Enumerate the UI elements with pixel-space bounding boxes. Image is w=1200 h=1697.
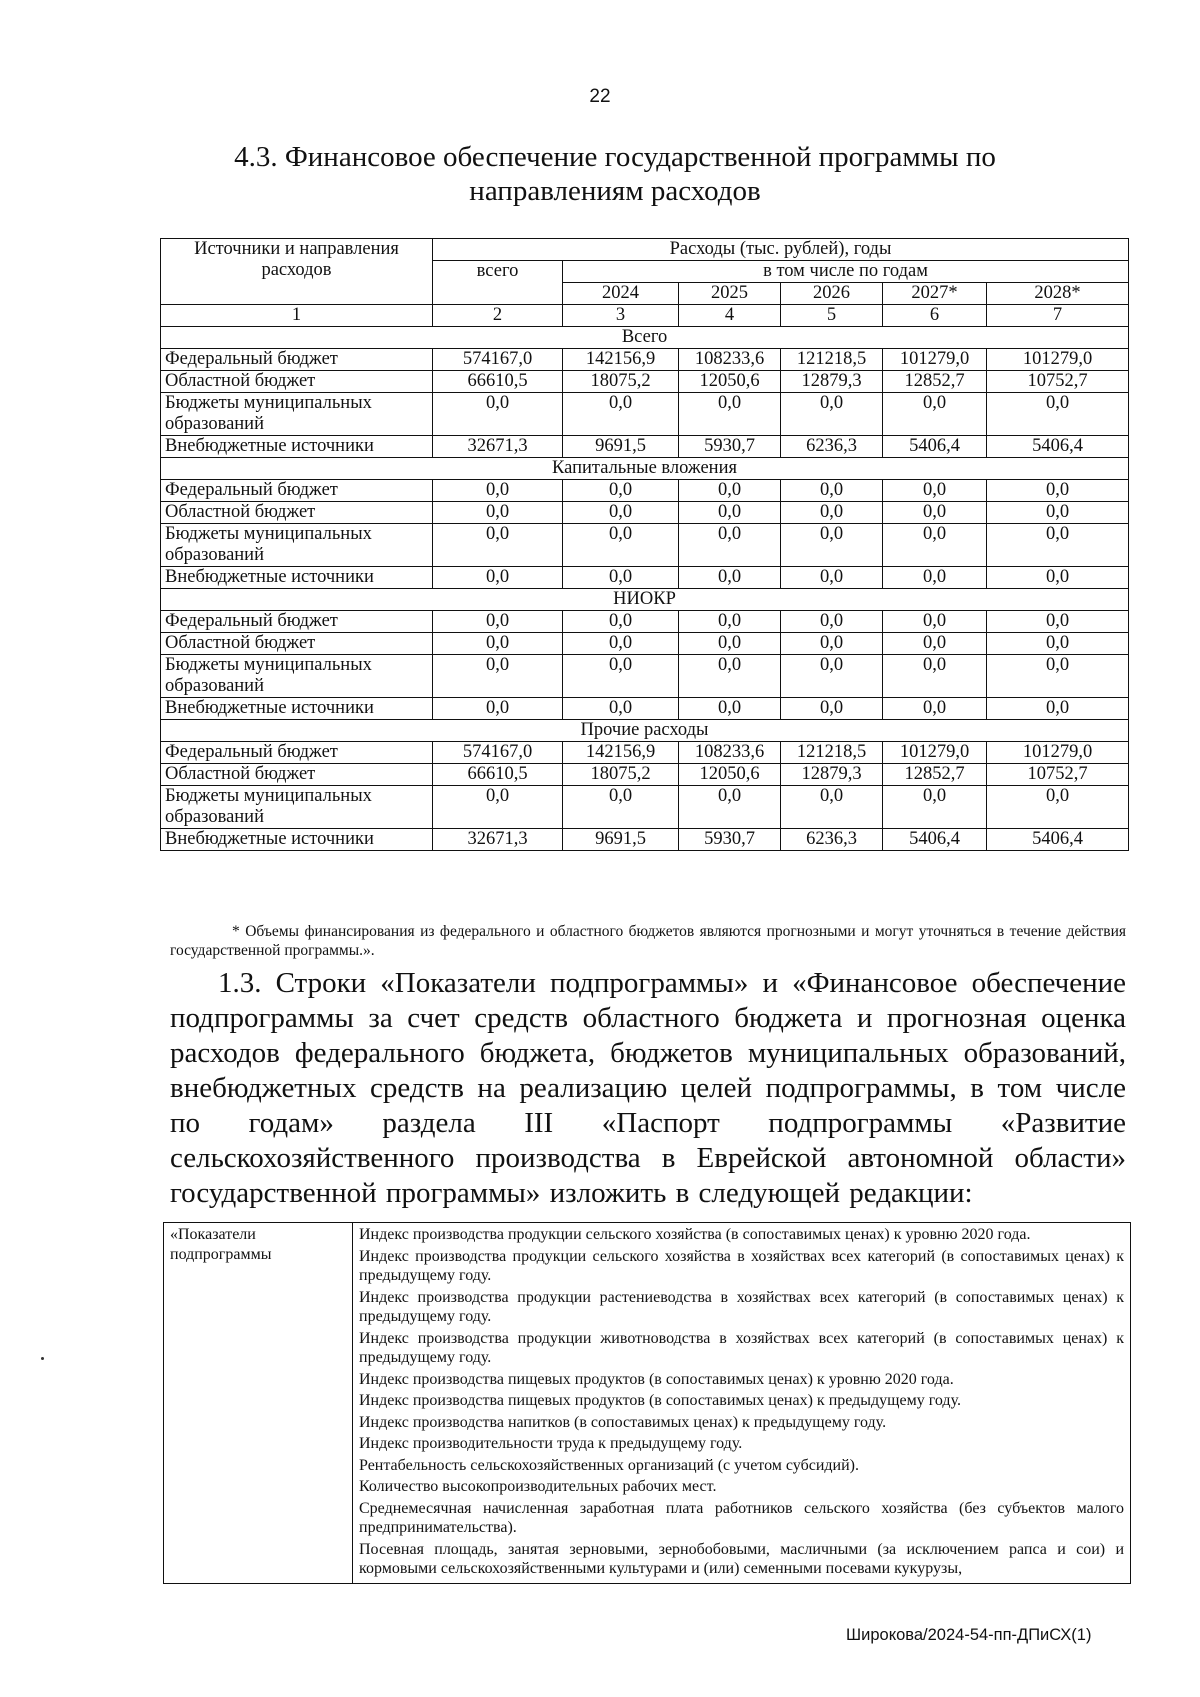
row-value: 0,0 bbox=[433, 567, 563, 589]
body-paragraph: 1.3. Строки «Показатели подпрограммы» и «Финансовое обеспечение подпрограммы за счет средств областного бюджета и прогнозная оценка расходов федерального бюджета, бюджетов муниципальных образований, внебюджетных средств на реализацию целей подпрограммы, в том числе по годам» раздела III «Паспорт подпрограммы «Развитие сельскохозяйственного производства в Еврейской автономной области» государственной программы» изложить в следующей редакции: bbox=[170, 967, 1126, 1209]
table-row bbox=[161, 480, 1129, 502]
row-label: Областной бюджет bbox=[161, 371, 433, 393]
row-value: 6236,3 bbox=[781, 829, 883, 851]
indicator-item: Посевная площадь, занятая зерновыми, зернобобовыми, масличными (за исключением рапса и сои) и кормовыми сельскохозяйственными культурами и (или) семенными посевами кукурузы, bbox=[359, 1540, 1124, 1577]
row-value: 101279,0 bbox=[987, 742, 1129, 764]
row-label: Внебюджетные источники bbox=[161, 829, 433, 851]
row-value: 0,0 bbox=[883, 502, 987, 524]
header-sources: Источники и направления расходов bbox=[161, 239, 433, 305]
row-value: 0,0 bbox=[679, 524, 781, 567]
scan-dot bbox=[41, 1357, 44, 1360]
section-row bbox=[161, 589, 1129, 611]
header-by-years: в том числе по годам bbox=[563, 261, 1129, 283]
row-value: 0,0 bbox=[883, 611, 987, 633]
table-row bbox=[161, 436, 1129, 458]
row-value: 0,0 bbox=[781, 698, 883, 720]
row-value: 5406,4 bbox=[987, 829, 1129, 851]
row-value: 108233,6 bbox=[679, 349, 781, 371]
row-value: 0,0 bbox=[563, 502, 679, 524]
row-label: Бюджеты муниципальных образований bbox=[161, 786, 433, 829]
row-value: 121218,5 bbox=[781, 349, 883, 371]
row-label: Внебюджетные источники bbox=[161, 436, 433, 458]
header-year: 2024 bbox=[563, 283, 679, 305]
passport-indicators bbox=[353, 1223, 1131, 1584]
section-row bbox=[161, 327, 1129, 349]
document-code: Широкова/2024-54-пп-ДПиСХ(1) bbox=[846, 1626, 1092, 1644]
column-number: 4 bbox=[679, 305, 781, 327]
row-value: 32671,3 bbox=[433, 436, 563, 458]
section-title-cell: Всего bbox=[161, 327, 1129, 349]
row-value: 0,0 bbox=[987, 393, 1129, 436]
row-value: 0,0 bbox=[433, 655, 563, 698]
row-value: 0,0 bbox=[781, 633, 883, 655]
section-title-cell: НИОКР bbox=[161, 589, 1129, 611]
row-label: Федеральный бюджет bbox=[161, 349, 433, 371]
row-value: 0,0 bbox=[987, 655, 1129, 698]
row-value: 0,0 bbox=[781, 393, 883, 436]
row-value: 0,0 bbox=[781, 611, 883, 633]
row-value: 0,0 bbox=[987, 480, 1129, 502]
row-value: 142156,9 bbox=[563, 742, 679, 764]
indicator-item: Индекс производства напитков (в сопоставимых ценах) к предыдущему году. bbox=[359, 1413, 887, 1431]
page-number: 22 bbox=[589, 86, 611, 107]
table-row bbox=[161, 829, 1129, 851]
row-value: 5406,4 bbox=[883, 829, 987, 851]
column-number: 2 bbox=[433, 305, 563, 327]
row-value: 5406,4 bbox=[883, 436, 987, 458]
column-number: 3 bbox=[563, 305, 679, 327]
indicator-item: Индекс производительности труда к предыдущему году. bbox=[359, 1435, 743, 1452]
indicator-item: Индекс производства продукции растениеводства в хозяйствах всех категорий (в сопоставимых ценах) к предыдущему году. bbox=[359, 1288, 1124, 1325]
row-label: Бюджеты муниципальных образований bbox=[161, 524, 433, 567]
section-row bbox=[161, 720, 1129, 742]
row-label: Федеральный бюджет bbox=[161, 480, 433, 502]
header-year: 2028* bbox=[987, 283, 1129, 305]
row-value: 0,0 bbox=[563, 698, 679, 720]
indicator-item: Индекс производства продукции животноводства в хозяйствах всех категорий (в сопоставимых ценах) к предыдущему году. bbox=[359, 1329, 1124, 1366]
passport-label: «Показатели подпрограммы bbox=[164, 1223, 353, 1584]
section-row bbox=[161, 458, 1129, 480]
row-value: 9691,5 bbox=[563, 436, 679, 458]
row-value: 0,0 bbox=[781, 524, 883, 567]
row-value: 10752,7 bbox=[987, 371, 1129, 393]
row-value: 0,0 bbox=[883, 633, 987, 655]
header-expenses: Расходы (тыс. рублей), годы bbox=[433, 239, 1129, 261]
row-value: 5930,7 bbox=[679, 436, 781, 458]
row-label: Внебюджетные источники bbox=[161, 567, 433, 589]
row-value: 0,0 bbox=[987, 567, 1129, 589]
row-value: 0,0 bbox=[679, 567, 781, 589]
table-row bbox=[161, 502, 1129, 524]
column-number: 5 bbox=[781, 305, 883, 327]
row-value: 10752,7 bbox=[987, 764, 1129, 786]
row-value: 0,0 bbox=[679, 502, 781, 524]
row-value: 0,0 bbox=[679, 698, 781, 720]
table-row bbox=[161, 371, 1129, 393]
table-row bbox=[161, 764, 1129, 786]
row-value: 0,0 bbox=[883, 480, 987, 502]
row-value: 0,0 bbox=[563, 611, 679, 633]
table-row bbox=[161, 786, 1129, 829]
row-value: 0,0 bbox=[883, 393, 987, 436]
row-value: 12852,7 bbox=[883, 371, 987, 393]
row-label: Областной бюджет bbox=[161, 633, 433, 655]
row-value: 0,0 bbox=[433, 611, 563, 633]
row-value: 12852,7 bbox=[883, 764, 987, 786]
column-number: 1 bbox=[161, 305, 433, 327]
section-title-cell: Прочие расходы bbox=[161, 720, 1129, 742]
row-value: 66610,5 bbox=[433, 764, 563, 786]
indicator-item: Индекс производства пищевых продуктов (в сопоставимых ценах) к предыдущему году. bbox=[359, 1392, 961, 1409]
table-row bbox=[161, 633, 1129, 655]
row-value: 574167,0 bbox=[433, 349, 563, 371]
row-value: 0,0 bbox=[563, 655, 679, 698]
header-year: 2027* bbox=[883, 283, 987, 305]
table-row bbox=[161, 524, 1129, 567]
row-value: 0,0 bbox=[883, 698, 987, 720]
row-value: 0,0 bbox=[563, 393, 679, 436]
header-year: 2025 bbox=[679, 283, 781, 305]
row-value: 5930,7 bbox=[679, 829, 781, 851]
row-value: 0,0 bbox=[679, 786, 781, 829]
row-value: 101279,0 bbox=[883, 349, 987, 371]
row-label: Областной бюджет bbox=[161, 764, 433, 786]
column-number: 6 bbox=[883, 305, 987, 327]
indicator-item: Рентабельность сельскохозяйственных организаций (с учетом субсидий). bbox=[359, 1456, 859, 1474]
row-value: 0,0 bbox=[433, 480, 563, 502]
row-value: 66610,5 bbox=[433, 371, 563, 393]
row-value: 9691,5 bbox=[563, 829, 679, 851]
row-value: 101279,0 bbox=[987, 349, 1129, 371]
row-value: 0,0 bbox=[679, 611, 781, 633]
row-value: 101279,0 bbox=[883, 742, 987, 764]
table-row bbox=[161, 611, 1129, 633]
footnote: * Объемы финансирования из федерального и областного бюджетов являются прогнозными и могут уточняться в течение действия государственной программы.». bbox=[170, 923, 1126, 959]
row-value: 6236,3 bbox=[781, 436, 883, 458]
finance-table bbox=[160, 238, 1129, 851]
row-value: 574167,0 bbox=[433, 742, 563, 764]
header-year: 2026 bbox=[781, 283, 883, 305]
row-value: 0,0 bbox=[563, 786, 679, 829]
row-value: 12050,6 bbox=[679, 371, 781, 393]
row-label: Бюджеты муниципальных образований bbox=[161, 393, 433, 436]
row-value: 0,0 bbox=[563, 567, 679, 589]
row-value: 0,0 bbox=[987, 698, 1129, 720]
indicator-item: Индекс производства продукции сельского хозяйства (в сопоставимых ценах) к уровню 2020 года. bbox=[359, 1226, 1031, 1243]
row-value: 0,0 bbox=[679, 655, 781, 698]
table-row bbox=[161, 349, 1129, 371]
row-value: 0,0 bbox=[781, 786, 883, 829]
row-value: 0,0 bbox=[883, 655, 987, 698]
indicator-item: Среднемесячная начисленная заработная плата работников сельского хозяйства (без субъектов малого предпринимательства). bbox=[359, 1499, 1124, 1536]
table-row bbox=[161, 655, 1129, 698]
row-label: Бюджеты муниципальных образований bbox=[161, 655, 433, 698]
table-row bbox=[161, 742, 1129, 764]
row-value: 142156,9 bbox=[563, 349, 679, 371]
row-value: 18075,2 bbox=[563, 764, 679, 786]
row-value: 12879,3 bbox=[781, 764, 883, 786]
row-value: 0,0 bbox=[987, 611, 1129, 633]
row-label: Федеральный бюджет bbox=[161, 742, 433, 764]
row-value: 0,0 bbox=[781, 567, 883, 589]
row-value: 0,0 bbox=[433, 502, 563, 524]
row-value: 121218,5 bbox=[781, 742, 883, 764]
row-label: Федеральный бюджет bbox=[161, 611, 433, 633]
row-value: 0,0 bbox=[433, 698, 563, 720]
row-value: 0,0 bbox=[433, 524, 563, 567]
row-value: 0,0 bbox=[883, 786, 987, 829]
row-value: 0,0 bbox=[987, 633, 1129, 655]
row-label: Внебюджетные источники bbox=[161, 698, 433, 720]
row-value: 0,0 bbox=[781, 480, 883, 502]
row-value: 0,0 bbox=[987, 502, 1129, 524]
section-title-cell: Капитальные вложения bbox=[161, 458, 1129, 480]
indicator-item: Индекс производства пищевых продуктов (в сопоставимых ценах) к уровню 2020 года. bbox=[359, 1370, 954, 1388]
table-row bbox=[161, 393, 1129, 436]
section-title: 4.3. Финансовое обеспечение государственной программы по направлениям расходов bbox=[234, 141, 996, 207]
column-number: 7 bbox=[987, 305, 1129, 327]
row-value: 0,0 bbox=[987, 524, 1129, 567]
row-value: 108233,6 bbox=[679, 742, 781, 764]
row-value: 0,0 bbox=[781, 502, 883, 524]
row-value: 0,0 bbox=[433, 786, 563, 829]
row-value: 0,0 bbox=[679, 480, 781, 502]
row-value: 0,0 bbox=[883, 524, 987, 567]
row-value: 12050,6 bbox=[679, 764, 781, 786]
row-value: 32671,3 bbox=[433, 829, 563, 851]
row-value: 0,0 bbox=[563, 480, 679, 502]
row-value: 0,0 bbox=[679, 633, 781, 655]
row-value: 18075,2 bbox=[563, 371, 679, 393]
row-label: Областной бюджет bbox=[161, 502, 433, 524]
row-value: 0,0 bbox=[433, 393, 563, 436]
header-total: всего bbox=[433, 261, 563, 305]
row-value: 0,0 bbox=[433, 633, 563, 655]
row-value: 0,0 bbox=[883, 567, 987, 589]
row-value: 5406,4 bbox=[987, 436, 1129, 458]
passport-table bbox=[163, 1222, 1131, 1584]
table-row bbox=[161, 567, 1129, 589]
row-value: 0,0 bbox=[781, 655, 883, 698]
row-value: 0,0 bbox=[679, 393, 781, 436]
table-row bbox=[161, 698, 1129, 720]
indicator-item: Индекс производства продукции сельского хозяйства в хозяйствах всех категорий (в сопоставимых ценах) к предыдущему году. bbox=[359, 1247, 1124, 1284]
row-value: 12879,3 bbox=[781, 371, 883, 393]
row-value: 0,0 bbox=[563, 524, 679, 567]
row-value: 0,0 bbox=[563, 633, 679, 655]
row-value: 0,0 bbox=[987, 786, 1129, 829]
indicator-item: Количество высокопроизводительных рабочих мест. bbox=[359, 1478, 717, 1495]
